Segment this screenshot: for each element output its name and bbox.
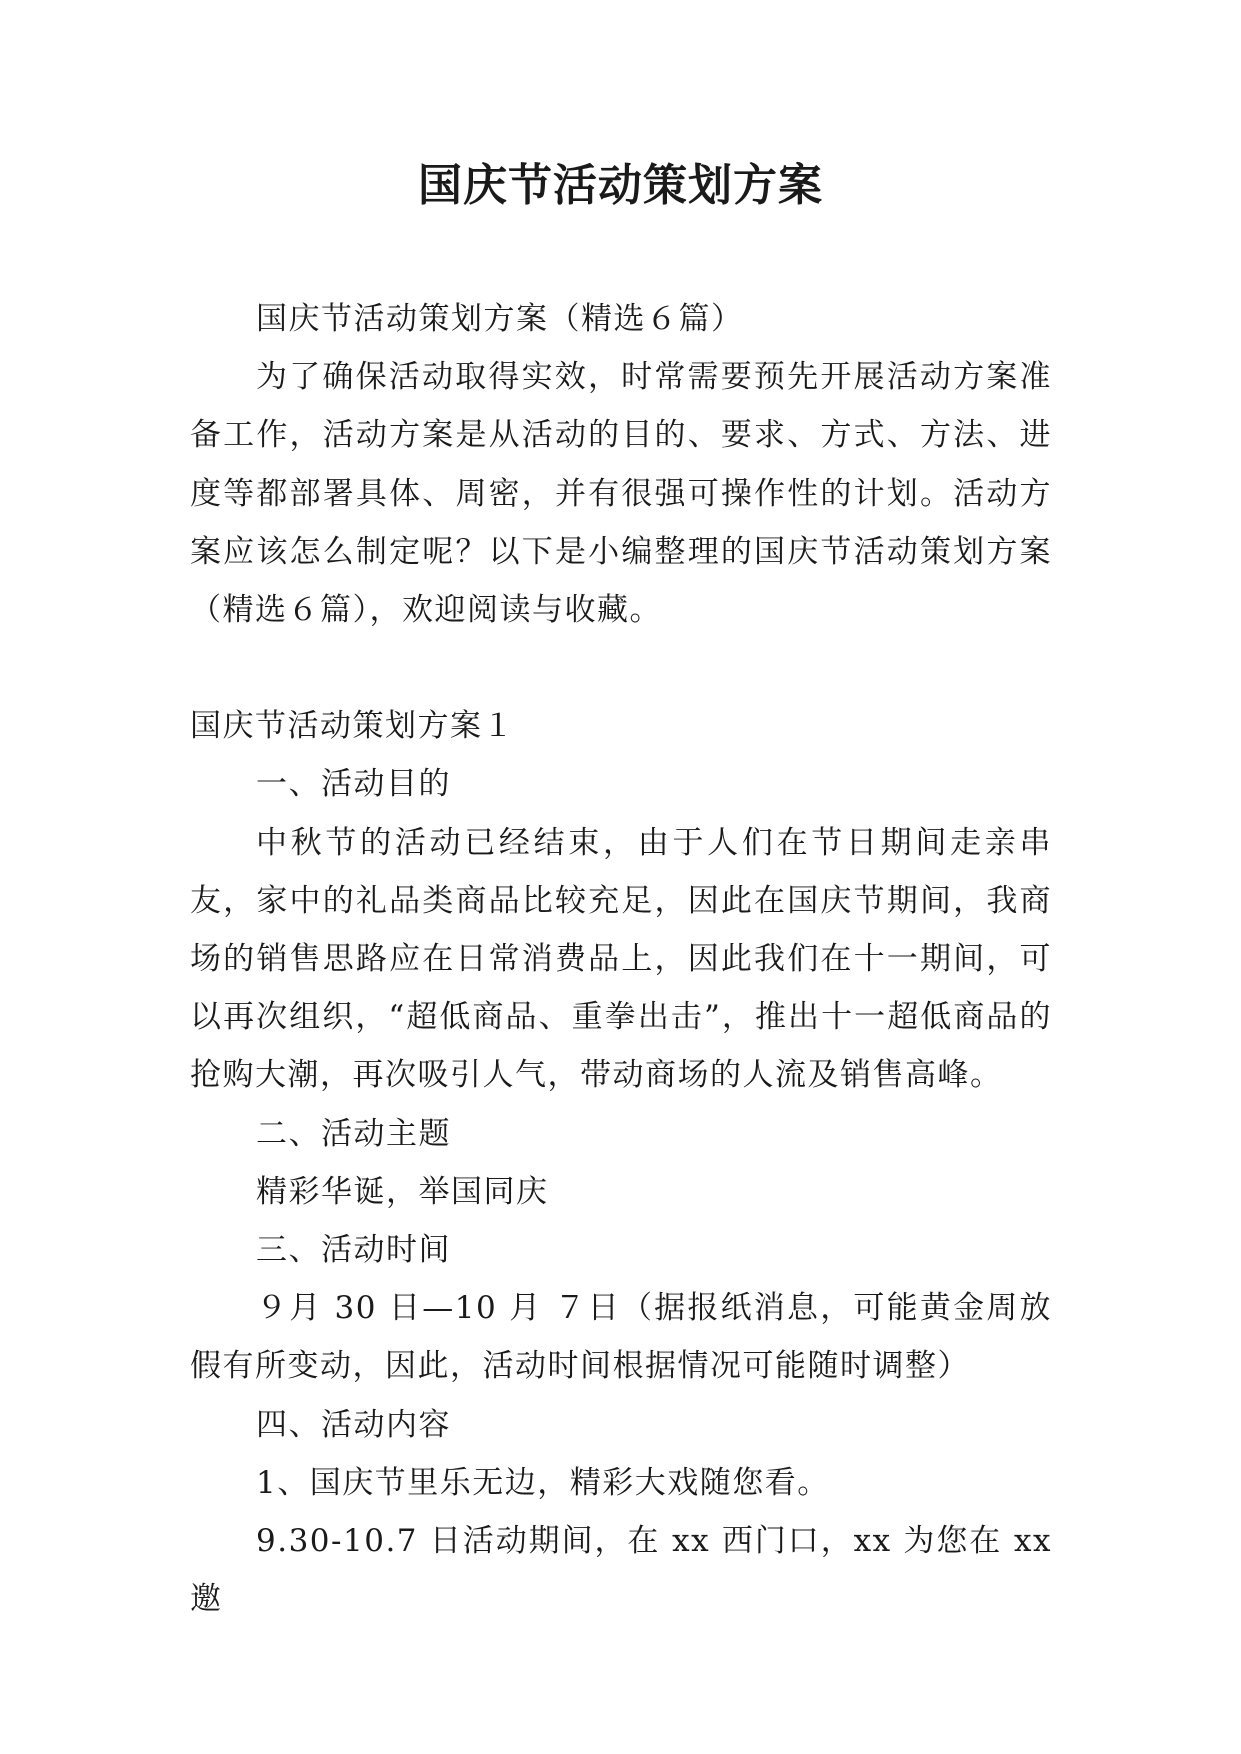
document-title: 国庆节活动策划方案 bbox=[418, 160, 823, 211]
paragraph-time: ９月 30 日—10 月 ７日（据报纸消息，可能黄金周放假有所变动，因此，活动时间根据情况可能随时调整） bbox=[190, 1290, 1052, 1385]
heading-theme: 二、活动主题 bbox=[256, 1115, 451, 1152]
paragraph-intro: 为了确保活动取得实效，时常需要预先开展活动方案准备工作，活动方案是从活动的目的、要求、方式、方法、进度等都部署具体、周密，并有很强可操作性的计划。活动方案应该怎么制定呢？以下是小编整理的国庆节活动策划方案（精选６篇），欢迎阅读与收藏。 bbox=[190, 359, 1052, 629]
paragraph-content-2: 9.30-10.7 日活动期间，在 xx 西门口，xx 为您在 xx 邀 bbox=[190, 1523, 1052, 1618]
heading-content: 四、活动内容 bbox=[256, 1406, 451, 1443]
heading-purpose: 一、活动目的 bbox=[256, 766, 451, 803]
document-body bbox=[190, 290, 1052, 1628]
paragraph-gap bbox=[190, 639, 1052, 697]
paragraph-purpose: 中秋节的活动已经结束，由于人们在节日期间走亲串友，家中的礼品类商品比较充足，因此在国庆节期间，我商场的销售思路应在日常消费品上，因此我们在十一期间，可以再次组织，“超低商品、重拳出击”，推出十一超低商品的抢购大潮，再次吸引人气，带动商场的人流及销售高峰。 bbox=[190, 824, 1052, 1094]
paragraph-content-1: 1、国庆节里乐无边，精彩大戏随您看。 bbox=[256, 1464, 830, 1501]
paragraph-subtitle: 国庆节活动策划方案（精选６篇） bbox=[256, 301, 744, 337]
heading-time: 三、活动时间 bbox=[256, 1232, 451, 1269]
section-heading: 国庆节活动策划方案１ bbox=[190, 708, 515, 745]
paragraph-theme: 精彩华诞，举国同庆 bbox=[256, 1173, 549, 1210]
